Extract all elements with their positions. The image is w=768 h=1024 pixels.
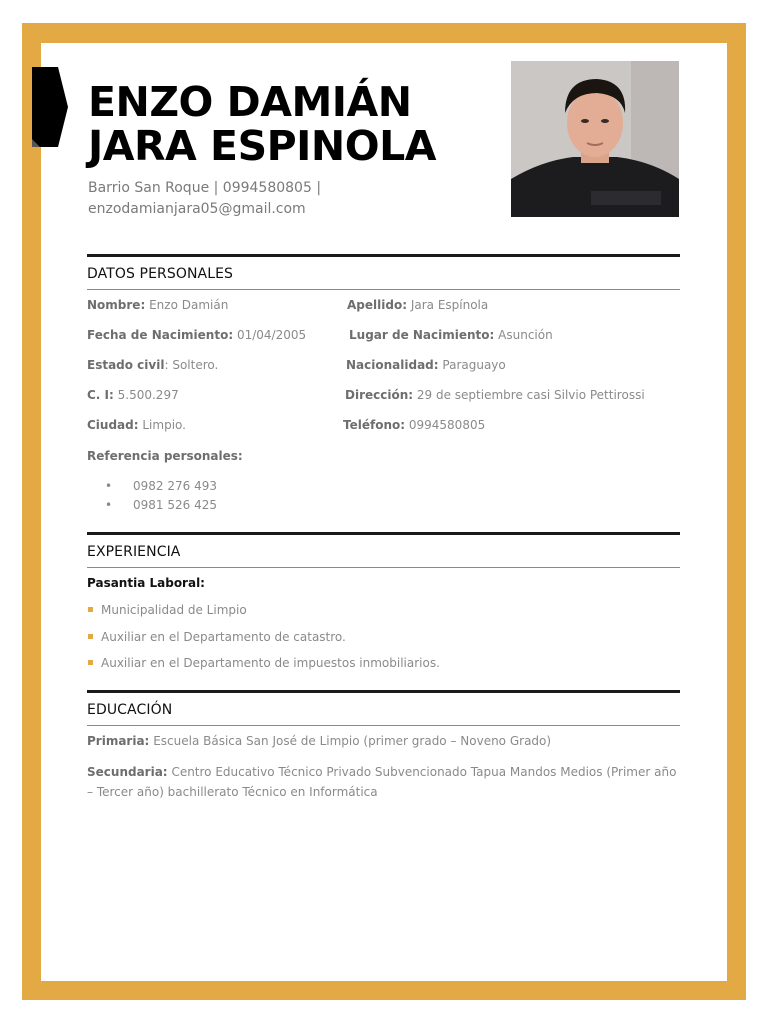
contact-info <box>88 178 468 220</box>
experience-item: Auxiliar en el Departamento de catastro. <box>101 630 346 644</box>
field-ci: C. I: 5.500.297 <box>87 388 179 402</box>
field-lugar-nacimiento: Lugar de Nacimiento: Asunción <box>349 328 553 342</box>
field-nacionalidad: Nacionalidad: Paraguayo <box>346 358 506 372</box>
field-referencias: Referencia personales: <box>87 449 243 463</box>
square-bullet-icon <box>88 634 93 639</box>
contact-line-email: enzodamianjara05@gmail.com <box>88 201 306 217</box>
field-nombre: Nombre: Enzo Damián <box>87 298 229 312</box>
reference-phone: 0981 526 425 <box>133 498 217 512</box>
section-personal-data <box>87 254 680 290</box>
experience-item: Auxiliar en el Departamento de impuestos inmobiliarios. <box>101 656 440 670</box>
section-rule-bottom <box>87 725 680 726</box>
section-title: DATOS PERSONALES <box>87 266 234 282</box>
section-title: EDUCACIÓN <box>87 702 173 718</box>
reference-phone: 0982 276 493 <box>133 479 217 493</box>
field-direccion: Dirección: 29 de septiembre casi Silvio Pettirossi <box>345 388 645 402</box>
square-bullet-icon <box>88 607 93 612</box>
contact-line-address-phone: Barrio San Roque | 0994580805 | <box>88 180 322 196</box>
field-telefono: Teléfono: 0994580805 <box>343 418 486 432</box>
section-rule-bottom <box>87 289 680 290</box>
field-apellido: Apellido: Jara Espínola <box>347 298 489 312</box>
bullet-dot-icon: • <box>105 498 113 512</box>
square-bullet-icon <box>88 660 93 665</box>
field-fecha-nacimiento: Fecha de Nacimiento: 01/04/2005 <box>87 328 307 342</box>
section-education <box>87 690 680 726</box>
section-experience <box>87 532 680 568</box>
education-secundaria: Secundaria: Centro Educativo Técnico Privado Subvencionado Tapua Mandos Medios (Primer año – Tercer año) bachillerato Técnico en Informática <box>87 765 677 799</box>
education-primaria: Primaria: Escuela Básica San José de Limpio (primer grado – Noveno Grado) <box>87 734 552 748</box>
experience-subtitle: Pasantia Laboral: <box>87 576 205 590</box>
section-rule-bottom <box>87 567 680 568</box>
section-title: EXPERIENCIA <box>87 544 181 560</box>
header-tab-marker <box>32 67 68 147</box>
profile-photo <box>511 61 679 217</box>
field-estado-civil: Estado civil: Soltero. <box>87 358 219 372</box>
bullet-dot-icon: • <box>105 479 113 493</box>
experience-item: Municipalidad de Limpio <box>101 603 247 617</box>
candidate-name: ENZO DAMIÁN JARA ESPINOLA <box>88 78 436 170</box>
field-ciudad: Ciudad: Limpio. <box>87 418 186 432</box>
